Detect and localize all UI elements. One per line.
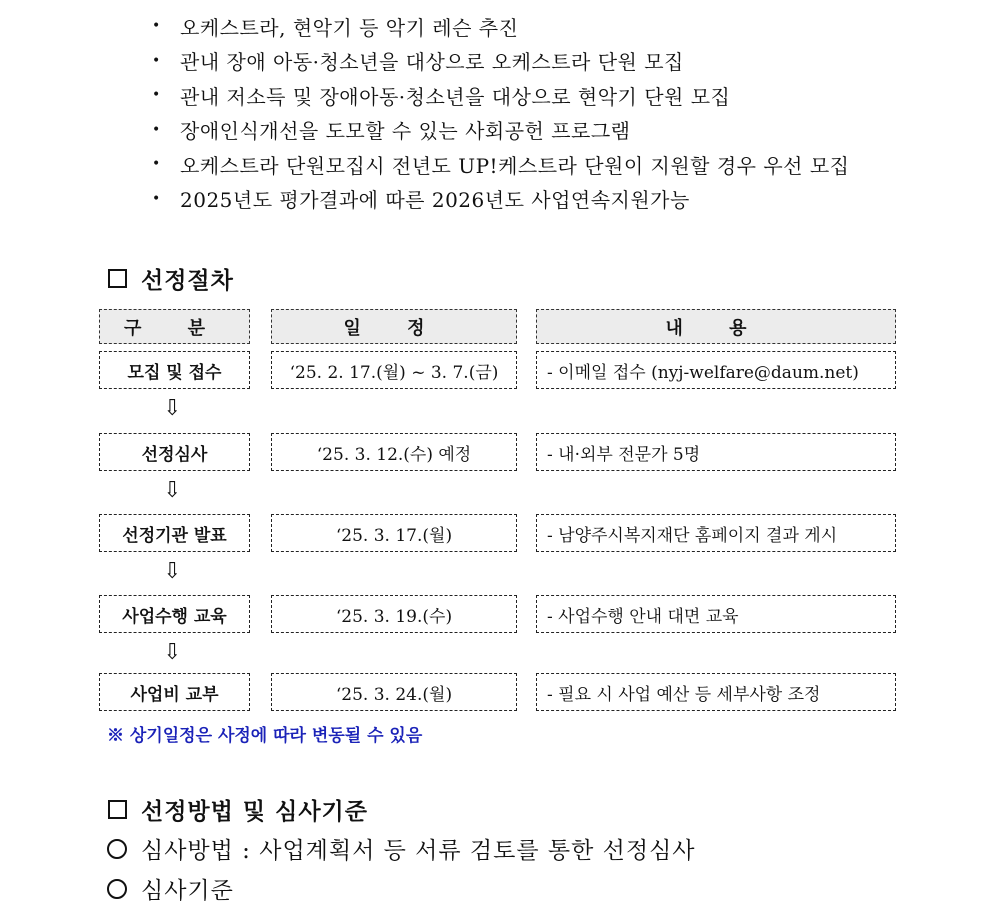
circle-icon: [107, 879, 127, 899]
down-arrow-icon: ⇩: [163, 478, 182, 503]
bullet-text: 장애인식개선을 도모할 수 있는 사회공헌 프로그램: [180, 119, 631, 144]
square-box-icon: [108, 800, 127, 819]
bullet-dot-icon: •: [152, 121, 161, 138]
section-title-text: 선정방법 및 심사기준: [141, 798, 368, 825]
content-cell: - 내·외부 전문가 5명: [536, 433, 896, 471]
stage-cell: 모집 및 접수: [99, 351, 250, 389]
circle-icon: [107, 839, 127, 859]
bullet-dot-icon: •: [152, 87, 161, 104]
section-title-selection-method: [108, 793, 368, 826]
stage-cell: 선정심사: [99, 433, 250, 471]
content-cell: - 남양주시복지재단 홈페이지 결과 게시: [536, 514, 896, 552]
bullet-item: [152, 113, 850, 148]
stage-cell: 사업비 교부: [99, 673, 250, 711]
bullet-text: 오케스트라, 현악기 등 악기 레슨 추진: [180, 15, 519, 40]
bullet-item: [152, 9, 850, 44]
schedule-note: ※ 상기일정은 사정에 따라 변동될 수 있음: [107, 726, 423, 746]
content-cell: - 사업수행 안내 대면 교육: [536, 595, 896, 633]
bullet-text: 2025년도 평가결과에 따른 2026년도 사업연속지원가능: [180, 188, 690, 213]
date-cell: ‘25. 3. 19.(수): [271, 595, 517, 633]
section-title-text: 선정절차: [141, 267, 234, 294]
down-arrow-icon: ⇩: [163, 640, 182, 665]
bullet-dot-icon: •: [152, 52, 161, 69]
stage-cell: 사업수행 교육: [99, 595, 250, 633]
table-header-content: 내 용: [536, 309, 896, 344]
date-cell: ‘25. 3. 24.(월): [271, 673, 517, 711]
bullet-item: [152, 78, 850, 113]
content-cell: - 이메일 접수 (nyj-welfare@daum.net): [536, 351, 896, 389]
date-cell: ‘25. 3. 17.(월): [271, 514, 517, 552]
bullet-text: 관내 장애 아동·청소년을 대상으로 오케스트라 단원 모집: [180, 50, 684, 75]
table-header-schedule: 일 정: [271, 309, 517, 344]
stage-cell: 선정기관 발표: [99, 514, 250, 552]
square-box-icon: [108, 269, 127, 288]
date-cell: ‘25. 3. 12.(수) 예정: [271, 433, 517, 471]
down-arrow-icon: ⇩: [163, 559, 182, 584]
bullet-list: [152, 9, 850, 216]
bullet-text: 관내 저소득 및 장애아동·청소년을 대상으로 현악기 단원 모집: [180, 84, 731, 109]
down-arrow-icon: ⇩: [163, 396, 182, 421]
circle-list-item: [107, 832, 696, 865]
circle-list-item: [107, 872, 234, 905]
bullet-dot-icon: •: [152, 190, 161, 207]
section-title-selection-procedure: [108, 262, 234, 295]
bullet-dot-icon: •: [152, 18, 161, 35]
content-cell: - 필요 시 사업 예산 등 세부사항 조정: [536, 673, 896, 711]
circle-item-text: 심사기준: [141, 878, 234, 904]
bullet-item: [152, 182, 850, 217]
date-cell: ‘25. 2. 17.(월) ~ 3. 7.(금): [271, 351, 517, 389]
bullet-dot-icon: •: [152, 156, 161, 173]
bullet-item: [152, 44, 850, 79]
bullet-item: [152, 147, 850, 182]
table-header-category: 구 분: [99, 309, 250, 344]
circle-item-text: 심사방법 : 사업계획서 등 서류 검토를 통한 선정심사: [141, 838, 696, 864]
bullet-text: 오케스트라 단원모집시 전년도 UP!케스트라 단원이 지원할 경우 우선 모집: [180, 153, 850, 178]
